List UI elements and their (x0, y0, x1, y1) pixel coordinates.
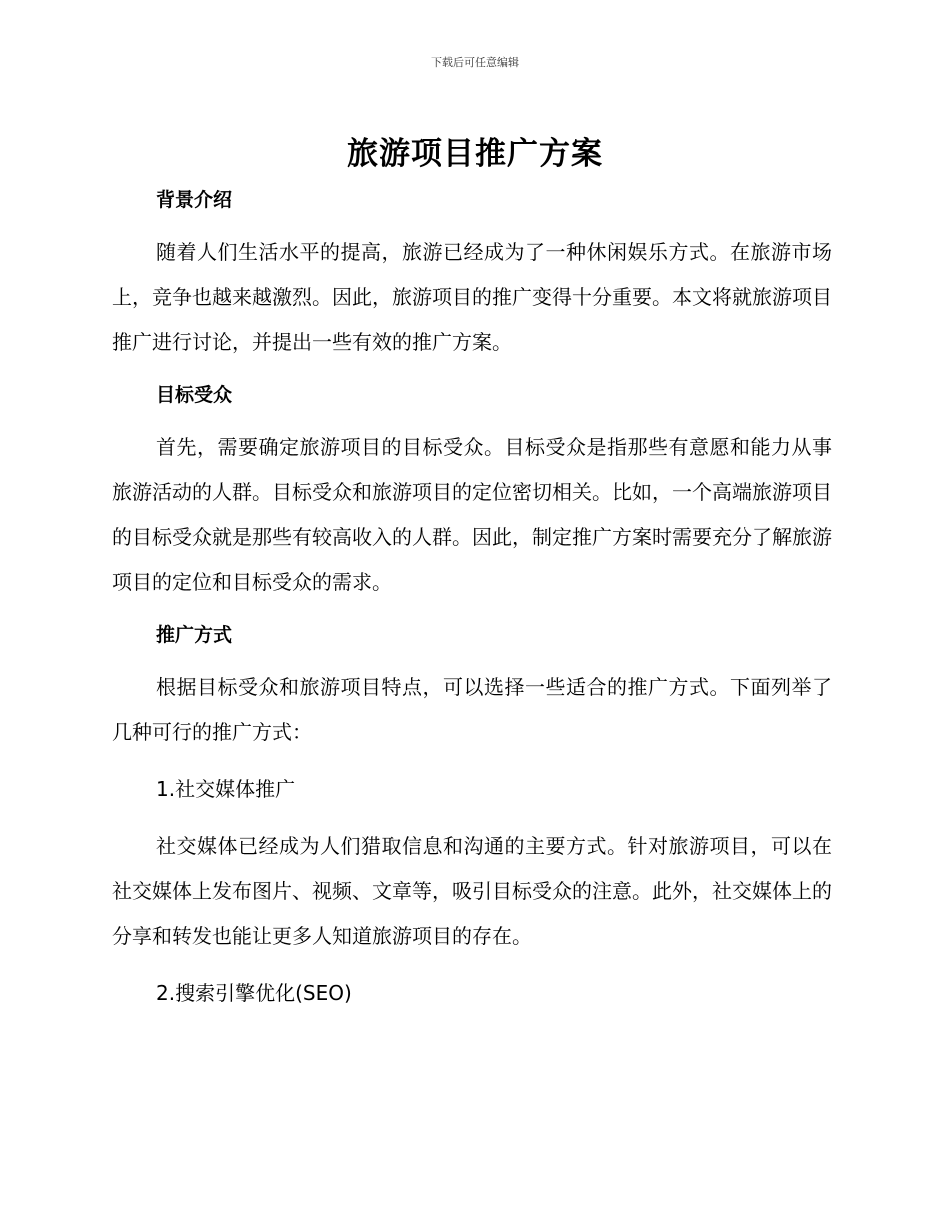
section-paragraph-audience: 首先，需要确定旅游项目的目标受众。目标受众是指那些有意愿和能力从事旅游活动的人群。目标受众和旅游项目的定位密切相关。比如，一个高端旅游项目的目标受众就是那些有较高收入的人群。因此，制定推广方案时需要充分了解旅游项目的定位和目标受众的需求。 (112, 435, 832, 594)
page-header: 下载后可任意编辑 (431, 56, 519, 69)
section-heading-background: 背景介绍 (156, 189, 233, 211)
method-item-seo: 2.搜索引擎优化(SEO) (156, 981, 352, 1005)
section-heading-audience: 目标受众 (156, 384, 233, 406)
method-item-social-media: 1.社交媒体推广 (156, 777, 296, 801)
method-paragraph-social-media: 社交媒体已经成为人们猎取信息和沟通的主要方式。针对旅游项目，可以在社交媒体上发布图片、视频、文章等，吸引目标受众的注意。此外，社交媒体上的分享和转发也能让更多人知道旅游项目的存在。 (112, 834, 832, 948)
section-paragraph-methods: 根据目标受众和旅游项目特点，可以选择一些适合的推广方式。下面列举了几种可行的推广方式： (112, 675, 832, 744)
document-body (112, 182, 832, 1016)
document-title: 旅游项目推广方案 (347, 136, 603, 172)
section-paragraph-background: 随着人们生活水平的提高，旅游已经成为了一种休闲娱乐方式。在旅游市场上，竞争也越来越激烈。因此，旅游项目的推广变得十分重要。本文将就旅游项目推广进行讨论，并提出一些有效的推广方案。 (112, 240, 832, 354)
section-heading-methods: 推广方式 (156, 624, 233, 646)
